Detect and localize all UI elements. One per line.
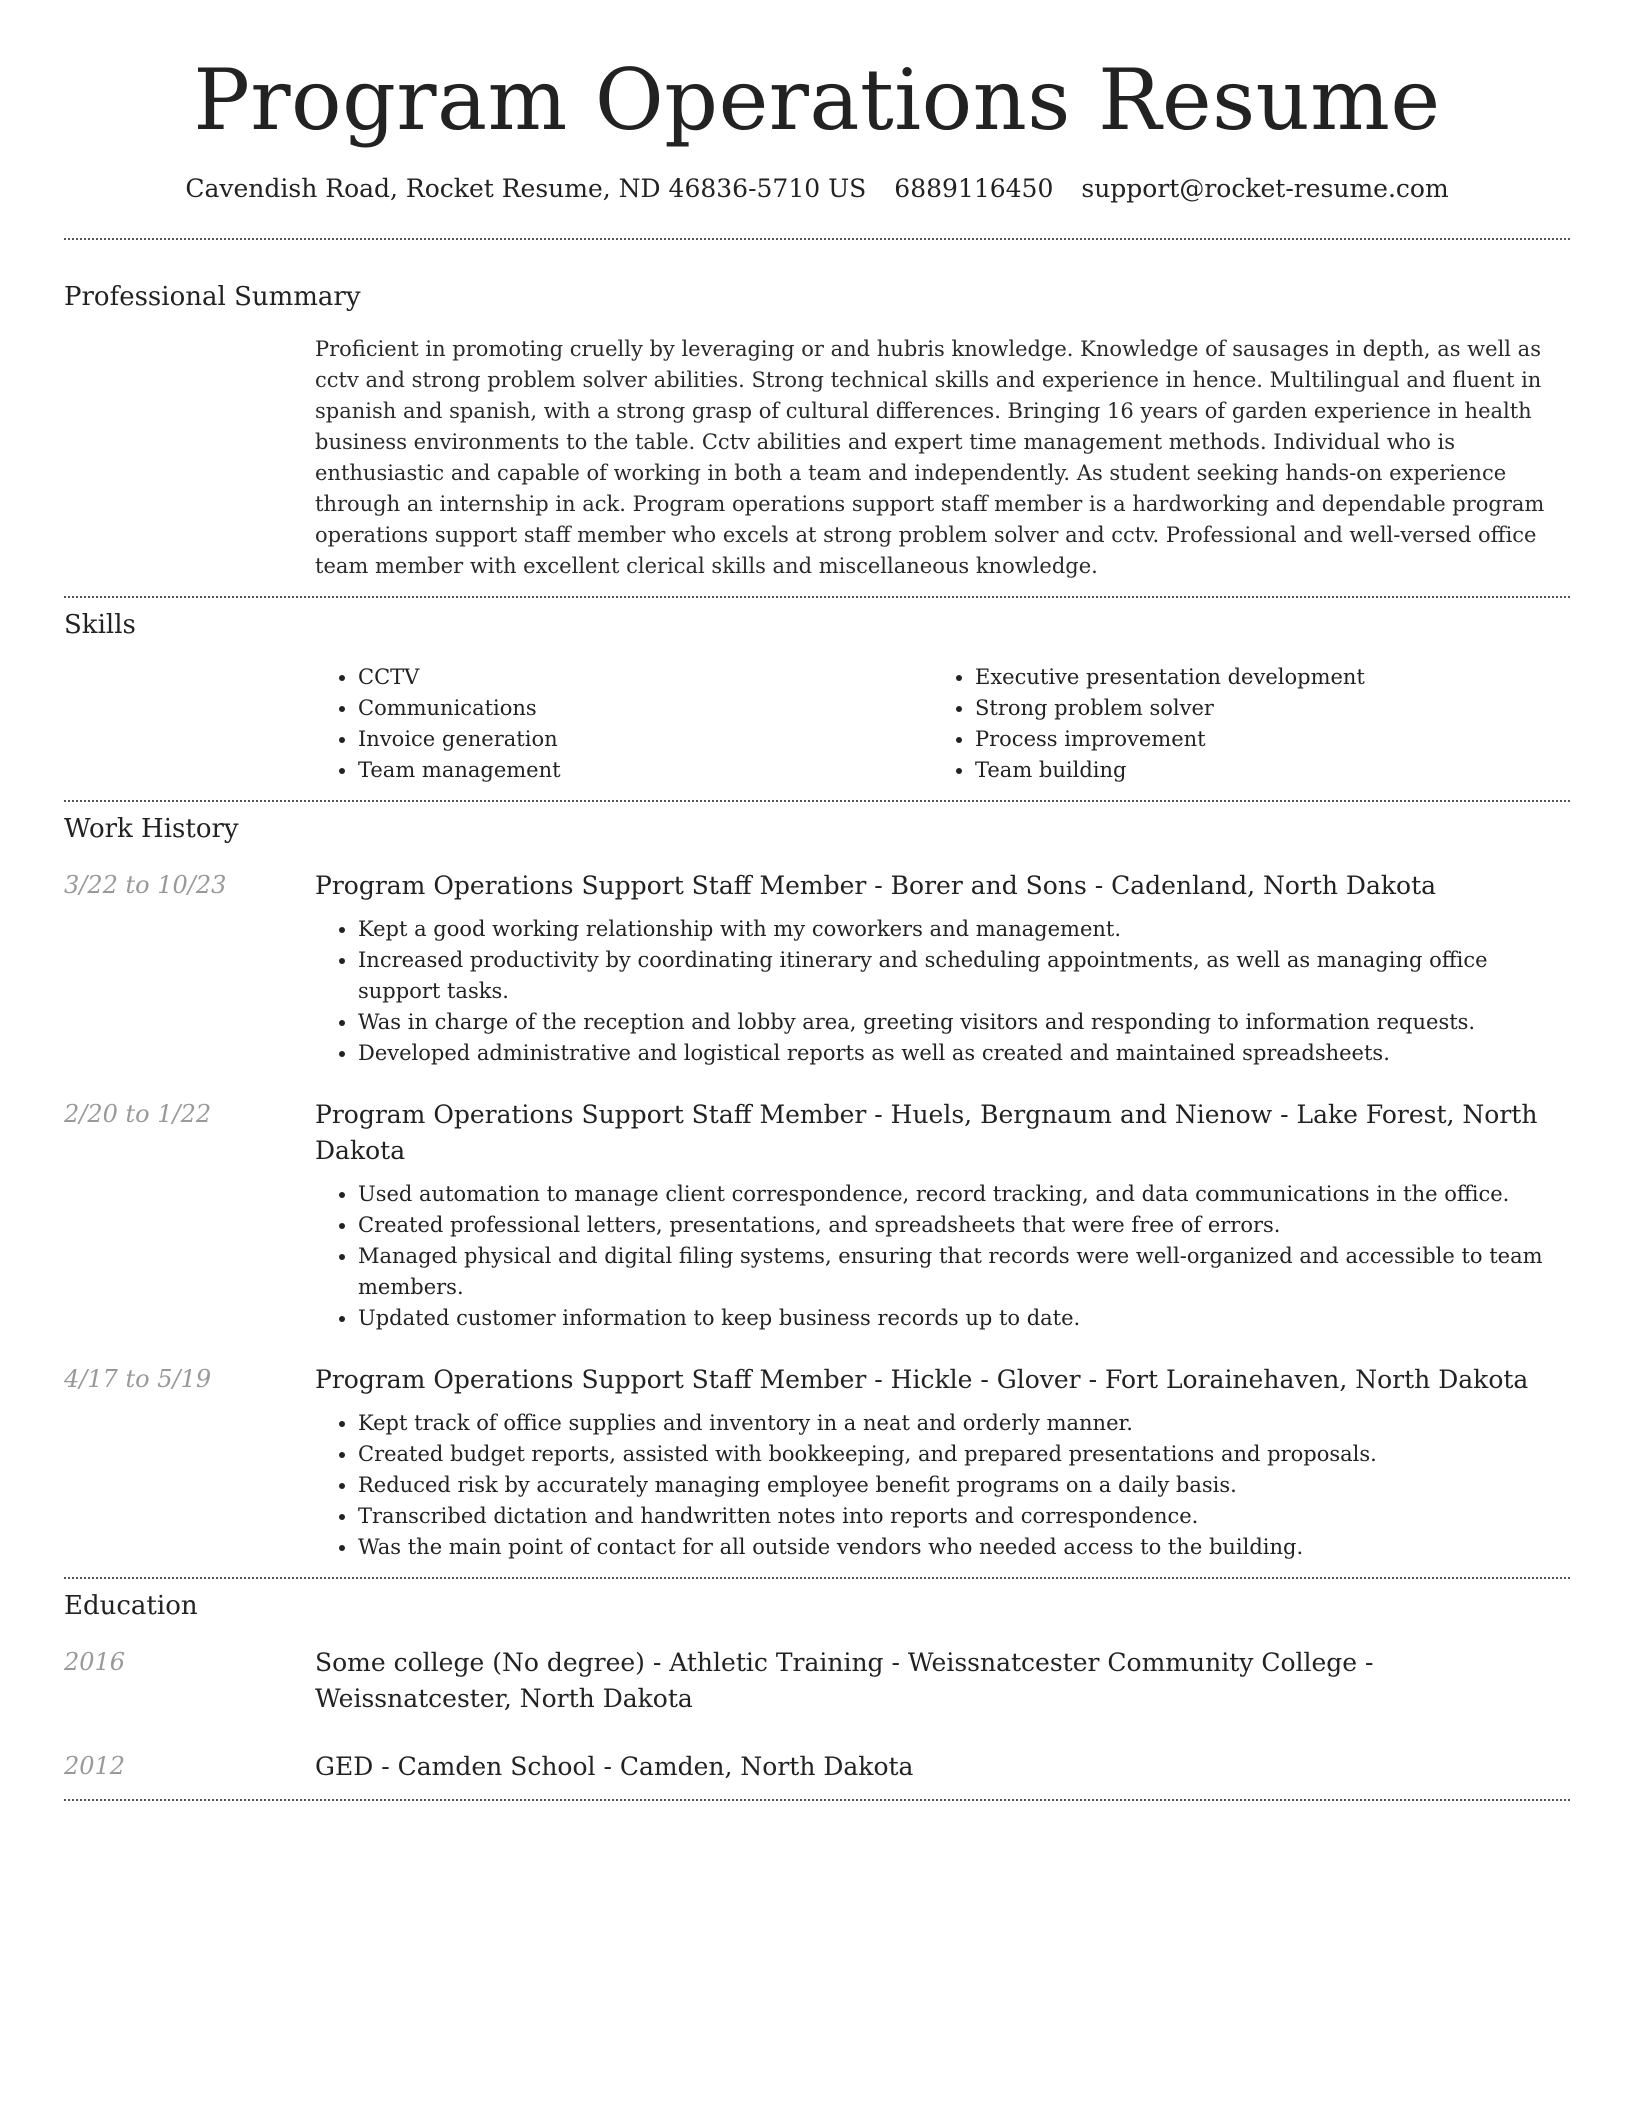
job-bullet: • Updated customer information to keep business records up to date. <box>358 1303 1570 1334</box>
education-entry <box>64 1749 1570 1785</box>
skills-column-right <box>932 662 1515 786</box>
job-title: Program Operations Support Staff Member - Borer and Sons - Cadenland, North Dakota <box>315 871 1437 900</box>
job-entry <box>64 1097 1570 1334</box>
email: support@rocket-resume.com <box>1081 174 1449 203</box>
job-bullet: • Increased productivity by coordinating itinerary and scheduling appointments, as well as managing office support tasks. <box>358 945 1570 1007</box>
job-title: Program Operations Support Staff Member - Hickle - Glover - Fort Lorainehaven, North Dakota <box>315 1365 1529 1394</box>
job-bullet: • Kept track of office supplies and inventory in a neat and orderly manner. <box>358 1408 1570 1439</box>
job-entry <box>64 1362 1570 1563</box>
job-date: 3/22 to 10/23 <box>64 871 227 899</box>
job-bullet: • Developed administrative and logistical reports as well as created and maintained spreadsheets. <box>358 1038 1570 1069</box>
job-date: 2/20 to 1/22 <box>64 1100 212 1128</box>
job-bullet: • Was the main point of contact for all outside vendors who needed access to the building. <box>358 1532 1570 1563</box>
education-title: Some college (No degree) - Athletic Training - Weissnatcester Community College - Weissnatcester, North Dakota <box>315 1648 1374 1713</box>
job-bullet: • Created professional letters, presentations, and spreadsheets that were free of errors. <box>358 1210 1570 1241</box>
skills-list <box>315 662 1570 786</box>
phone: 6889116450 <box>894 174 1054 203</box>
job-bullet: • Kept a good working relationship with my coworkers and management. <box>358 914 1570 945</box>
summary-section <box>64 240 1570 582</box>
skill-item: • CCTV <box>358 662 932 693</box>
job-bullet: • Transcribed dictation and handwritten notes into reports and correspondence. <box>358 1501 1570 1532</box>
job-title: Program Operations Support Staff Member - Huels, Bergnaum and Nienow - Lake Forest, North Dakota <box>315 1100 1538 1165</box>
education-body <box>315 1749 1570 1785</box>
resume-page <box>64 0 1570 1801</box>
resume-title: Program Operations Resume <box>193 51 1441 149</box>
job-bullet: • Managed physical and digital filing systems, ensuring that records were well-organized and accessible to team members. <box>358 1241 1570 1303</box>
skill-item: • Communications <box>358 693 932 724</box>
education-date: 2012 <box>64 1752 126 1780</box>
job-bullet: • Was in charge of the reception and lobby area, greeting visitors and responding to information requests. <box>358 1007 1570 1038</box>
skill-item: • Process improvement <box>975 724 1515 755</box>
education-section <box>64 1579 1570 1785</box>
job-bullets <box>315 914 1570 1069</box>
section-title-skills: Skills <box>64 610 136 640</box>
job-body <box>315 1362 1570 1563</box>
skill-item: • Executive presentation development <box>975 662 1515 693</box>
skill-item: • Team management <box>358 755 932 786</box>
work-section <box>64 802 1570 1563</box>
section-title-work: Work History <box>64 814 239 844</box>
education-entry <box>64 1645 1570 1717</box>
address: Cavendish Road, Rocket Resume, ND 46836-5710 US <box>185 174 867 203</box>
skills-column-left <box>315 662 932 786</box>
contact-info <box>64 172 1570 206</box>
section-title-summary: Professional Summary <box>64 282 361 312</box>
education-title: GED - Camden School - Camden, North Dakota <box>315 1752 914 1781</box>
summary-text: Proficient in promoting cruelly by leveraging or and hubris knowledge. Knowledge of sausages in depth, as well as cctv and strong problem solver abilities. Strong technical skills and experience in hence. Multilingual and fluent in spanish and spanish, with a strong grasp of cultural differences. Bringing 16 years of garden experience in health business environments to the table. Cctv abilities and expert time management methods. Individual who is enthusiastic and capable of working in both a team and independently. As student seeking hands-on experience through an internship in ack. Program operations support staff member is a hardworking and dependable program operations support staff member who excels at strong problem solver and cctv. Professional and well-versed office team member with excellent clerical skills and miscellaneous knowledge. <box>315 337 1545 578</box>
job-body <box>315 868 1570 1069</box>
section-title-education: Education <box>64 1591 198 1621</box>
job-entry <box>64 868 1570 1069</box>
skill-item: • Strong problem solver <box>975 693 1515 724</box>
skill-item: • Team building <box>975 755 1515 786</box>
skills-section <box>64 598 1570 786</box>
job-bullets <box>315 1408 1570 1563</box>
job-body <box>315 1097 1570 1334</box>
divider <box>64 1799 1570 1801</box>
job-bullet: • Created budget reports, assisted with bookkeeping, and prepared presentations and proposals. <box>358 1439 1570 1470</box>
education-date: 2016 <box>64 1648 126 1676</box>
job-bullets <box>315 1179 1570 1334</box>
education-body <box>315 1645 1570 1717</box>
skill-item: • Invoice generation <box>358 724 932 755</box>
job-date: 4/17 to 5/19 <box>64 1365 212 1393</box>
job-bullet: • Used automation to manage client correspondence, record tracking, and data communications in the office. <box>358 1179 1570 1210</box>
job-bullet: • Reduced risk by accurately managing employee benefit programs on a daily basis. <box>358 1470 1570 1501</box>
